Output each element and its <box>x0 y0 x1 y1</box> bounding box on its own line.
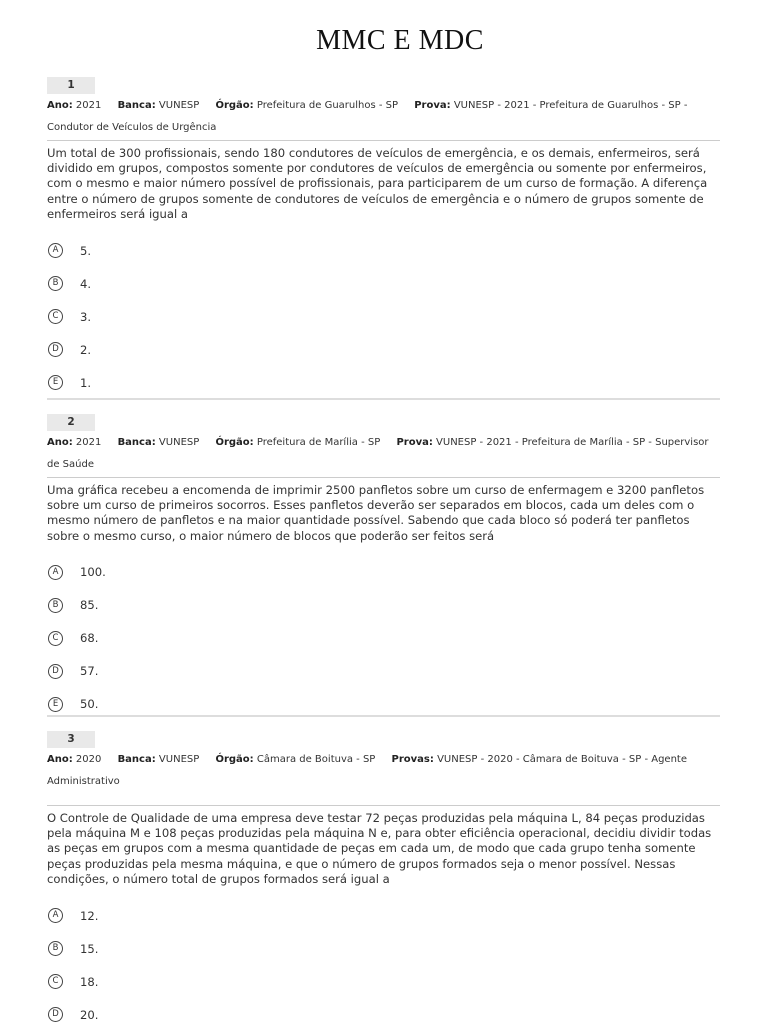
question-1 <box>47 77 720 399</box>
option-letter-icon: E <box>48 697 63 712</box>
option-letter-icon: A <box>48 565 63 580</box>
options-list <box>47 899 720 1031</box>
banca-label: Banca: <box>117 437 156 448</box>
option-text: 18. <box>80 974 99 989</box>
banca-value: VUNESP <box>158 437 200 448</box>
prova-value: VUNESP - 2021 - Prefeitura de Guarulhos - SP - Condutor de Veículos de Urgência <box>47 100 688 133</box>
orgao-value: Câmara de Boituva - SP <box>256 754 376 765</box>
option-d[interactable] <box>47 998 720 1031</box>
prova-value: VUNESP - 2020 - Câmara de Boituva - SP - Agente Administrativo <box>47 754 687 787</box>
option-text: 4. <box>80 276 92 291</box>
option-c[interactable] <box>47 965 720 998</box>
prova-label: Provas: <box>391 754 434 765</box>
option-c[interactable] <box>47 300 720 333</box>
option-text: 15. <box>80 941 99 956</box>
option-a[interactable] <box>47 234 720 267</box>
option-a[interactable] <box>47 899 720 932</box>
page-title: MMC E MDC <box>316 25 484 56</box>
option-letter-icon: A <box>48 243 63 258</box>
option-b[interactable] <box>47 267 720 300</box>
option-letter-icon: C <box>48 974 63 989</box>
year-label: Ano: <box>47 754 73 765</box>
option-text: 12. <box>80 908 99 923</box>
question-stem: Uma gráfica recebeu a encomenda de imprimir 2500 panfletos sobre um curso de enfermagem e 3200 panfletos sobre um curso de primeiros socorros. Esses panfletos deverão ser separados em blocos, cada um deles com o mesmo número de panfletos e na maior quantidade possível. Sabendo que cada bloco só poderá ter panfletos sobre o mesmo curso, o maior número de blocos que poderão ser feitos será <box>47 483 705 543</box>
year-label: Ano: <box>47 100 73 111</box>
option-text: 20. <box>80 1007 99 1022</box>
option-d[interactable] <box>47 333 720 366</box>
option-text: 57. <box>80 664 99 679</box>
prova-label: Prova: <box>396 437 433 448</box>
year-label: Ano: <box>47 437 73 448</box>
option-b[interactable] <box>47 932 720 965</box>
question-stem: O Controle de Qualidade de uma empresa deve testar 72 peças produzidas pela máquina L, 84 peças produzidas pela máquina M e 108 peças produzidas pela máquina N e, para obter eficiência operacional, decidiu dividir todas as peças em grupos com a mesma quantidade de peças em cada um, de modo que cada grupo tenha somente peças produzidas pela mesma máquina, e que o número de grupos formados seja o menor possível. Nessas condições, o número total de grupos formados será igual a <box>47 811 712 886</box>
question-divider <box>47 715 720 717</box>
question-number: 3 <box>47 731 95 748</box>
orgao-label: Órgão: <box>215 754 254 765</box>
question-meta <box>47 432 720 478</box>
option-text: 68. <box>80 631 99 646</box>
option-letter-icon: B <box>48 941 63 956</box>
orgao-label: Órgão: <box>215 100 254 111</box>
banca-value: VUNESP <box>158 100 200 111</box>
question-2 <box>47 414 720 721</box>
option-letter-icon: D <box>48 1007 63 1022</box>
option-letter-icon: C <box>48 631 63 646</box>
option-text: 85. <box>80 598 99 613</box>
option-e[interactable] <box>47 366 720 399</box>
prova-value: VUNESP - 2021 - Prefeitura de Marília - SP - Supervisor de Saúde <box>47 437 709 470</box>
year-value: 2021 <box>75 437 102 448</box>
option-c[interactable] <box>47 622 720 655</box>
prova-label: Prova: <box>414 100 451 111</box>
banca-value: VUNESP <box>158 754 200 765</box>
options-list <box>47 556 720 721</box>
question-meta <box>47 95 720 141</box>
question-divider <box>47 398 720 400</box>
question-number: 1 <box>47 77 95 94</box>
question-stem: Um total de 300 profissionais, sendo 180 condutores de veículos de emergência, e os demais, enfermeiros, será dividido em grupos, compostos somente por condutores de veículos de emergência ou somente por enfermeiros, com o mesmo e maior número possível de profissionais, para participarem de um curso de formação. A diferença entre o número de grupos somente de condutores de veículos de emergência e o número de grupos somente de enfermeiros será igual a <box>47 146 708 221</box>
question-number: 2 <box>47 414 95 431</box>
orgao-label: Órgão: <box>215 437 254 448</box>
option-text: 100. <box>80 565 106 580</box>
banca-label: Banca: <box>117 754 156 765</box>
option-letter-icon: D <box>48 342 63 357</box>
option-letter-icon: B <box>48 276 63 291</box>
year-value: 2021 <box>75 100 102 111</box>
question-meta <box>47 749 720 806</box>
banca-label: Banca: <box>117 100 156 111</box>
options-list <box>47 234 720 399</box>
year-value: 2020 <box>75 754 102 765</box>
option-letter-icon: E <box>48 375 63 390</box>
question-3 <box>47 731 720 1031</box>
option-d[interactable] <box>47 655 720 688</box>
orgao-value: Prefeitura de Marília - SP <box>256 437 381 448</box>
option-text: 1. <box>80 375 92 390</box>
option-letter-icon: B <box>48 598 63 613</box>
option-letter-icon: A <box>48 908 63 923</box>
option-b[interactable] <box>47 589 720 622</box>
option-text: 5. <box>80 243 92 258</box>
option-letter-icon: C <box>48 309 63 324</box>
option-a[interactable] <box>47 556 720 589</box>
option-text: 3. <box>80 309 92 324</box>
option-letter-icon: D <box>48 664 63 679</box>
option-text: 2. <box>80 342 92 357</box>
option-text: 50. <box>80 697 99 712</box>
orgao-value: Prefeitura de Guarulhos - SP <box>256 100 399 111</box>
